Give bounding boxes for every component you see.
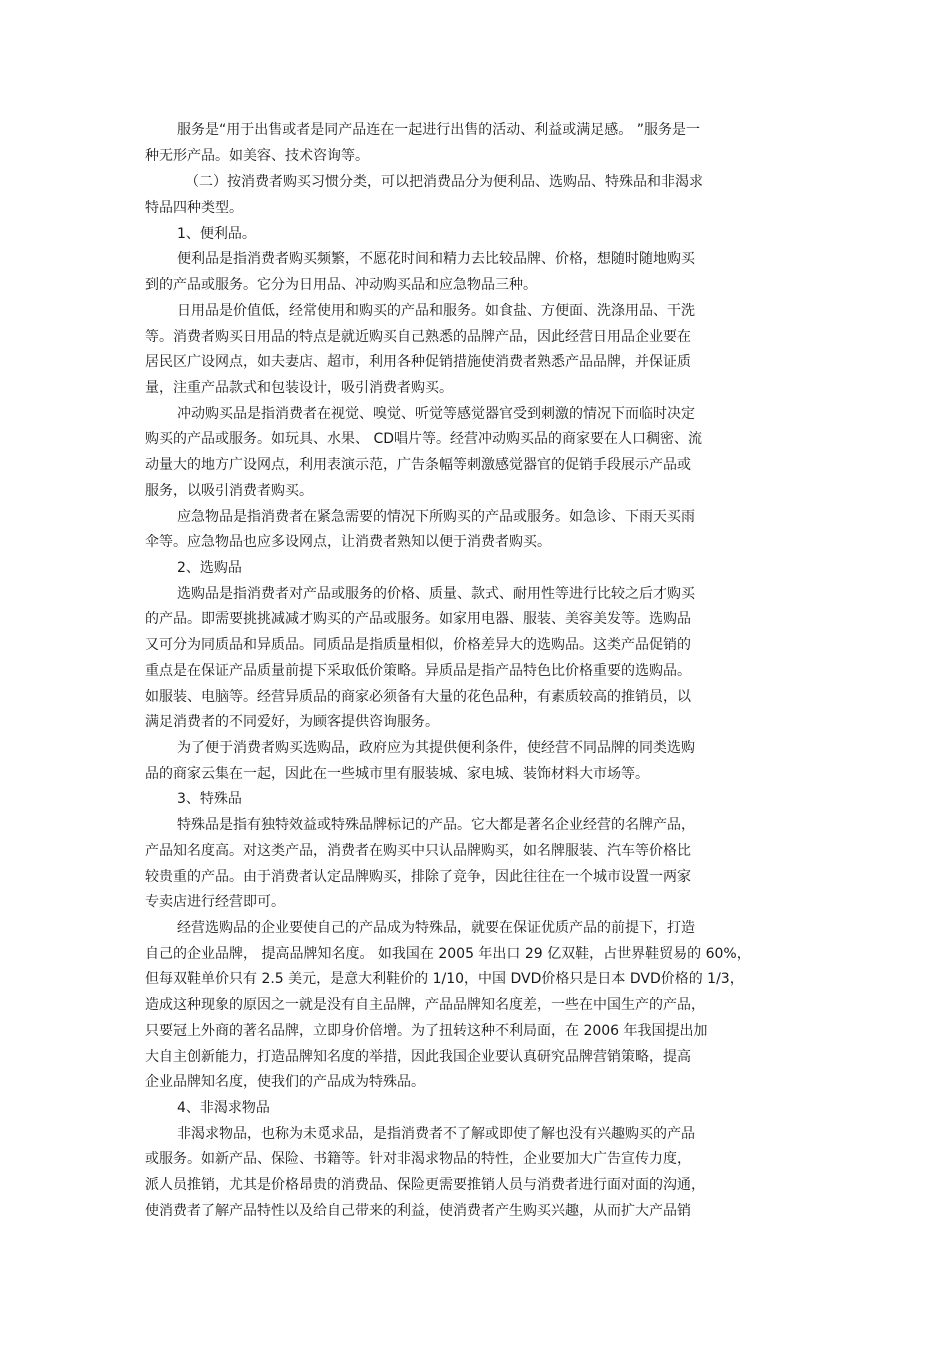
text-line: 服务，以吸引消费者购买。 <box>145 483 313 499</box>
text-line: 的产品。即需要挑挑减减才购买的产品或服务。如家用电器、服装、美容美发等。选购品 <box>145 611 691 627</box>
text-line: 选购品是指消费者对产品或服务的价格、质量、款式、耐用性等进行比较之后才购买 <box>177 586 695 602</box>
text-line: 特殊品是指有独特效益或特殊品牌标记的产品。它大都是著名企业经营的名牌产品， <box>177 817 695 833</box>
text-line: 服务是“用于出售或者是同产品连在一起进行出售的活动、利益或满足感。 ”服务是一 <box>177 122 700 138</box>
text-line: （二）按消费者购买习惯分类，可以把消费品分为便利品、选购品、特殊品和非渴求 <box>185 174 703 190</box>
section-heading: 2、选购品 <box>177 560 242 576</box>
text-line: 较贵重的产品。由于消费者认定品牌购买，排除了竞争，因此往往在一个城市设置一两家 <box>145 869 691 885</box>
text-line: 品的商家云集在一起，因此在一些城市里有服装城、家电城、装饰材料大市场等。 <box>145 766 649 782</box>
text-line: 满足消费者的不同爱好，为顾客提供咨询服务。 <box>145 714 439 730</box>
text-line: 只要冠上外商的著名品牌，立即身价倍增。为了扭转这种不利局面，在 2006 年我国提出加 <box>145 1023 708 1039</box>
text-line: 到的产品或服务。它分为日用品、冲动购买品和应急物品三种。 <box>145 277 537 293</box>
text-line: 便利品是指消费者购买频繁，不愿花时间和精力去比较品牌、价格，想随时随地购买 <box>177 251 695 267</box>
text-line: 冲动购买品是指消费者在视觉、嗅觉、听觉等感觉器官受到刺激的情况下而临时决定 <box>177 406 695 422</box>
text-line: 日用品是价值低，经常使用和购买的产品和服务。如食盐、方便面、洗涤用品、干洗 <box>177 303 695 319</box>
text-line: 重点是在保证产品质量前提下采取低价策略。异质品是指产品特色比价格重要的选购品。 <box>145 663 691 679</box>
text-line: 但每双鞋单价只有 2.5 美元，是意大利鞋价的 1/10，中国 DVD价格只是日本 DVD价格的 1/3， <box>145 971 744 987</box>
text-line: 特品四种类型。 <box>145 200 243 216</box>
text-line: 又可分为同质品和异质品。同质品是指质量相似，价格差异大的选购品。这类产品促销的 <box>145 637 691 653</box>
text-line: 非渴求物品，也称为未觅求品，是指消费者不了解或即使了解也没有兴趣购买的产品 <box>177 1126 695 1142</box>
text-line: 种无形产品。如美容、技术咨询等。 <box>145 148 369 164</box>
text-line: 造成这种现象的原因之一就是没有自主品牌，产品品牌知名度差，一些在中国生产的产品， <box>145 997 705 1013</box>
text-line: 经营选购品的企业要使自己的产品成为特殊品，就要在保证优质产品的前提下，打造 <box>177 920 695 936</box>
section-heading: 1、便利品。 <box>177 226 256 242</box>
text-line: 产品知名度高。对这类产品，消费者在购买中只认品牌购买，如名牌服装、汽车等价格比 <box>145 843 691 859</box>
text-line: 大自主创新能力，打造品牌知名度的举措，因此我国企业要认真研究品牌营销策略，提高 <box>145 1049 691 1065</box>
text-line: 派人员推销，尤其是价格昂贵的消费品、保险更需要推销人员与消费者进行面对面的沟通， <box>145 1177 705 1193</box>
text-line: 购买的产品或服务。如玩具、水果、 CD唱片等。经营冲动购买品的商家要在人口稠密、流 <box>145 431 703 447</box>
text-line: 自己的企业品牌， 提高品牌知名度。 如我国在 2005 年出口 29 亿双鞋，占世界鞋贸易的 60%， <box>145 946 751 962</box>
text-line: 或服务。如新产品、保险、书籍等。针对非渴求物品的特性，企业要加大广告宣传力度， <box>145 1151 691 1167</box>
text-line: 使消费者了解产品特性以及给自己带来的利益，使消费者产生购买兴趣，从而扩大产品销 <box>145 1203 691 1219</box>
text-line: 居民区广设网点，如夫妻店、超市，利用各种促销措施使消费者熟悉产品品牌，并保证质 <box>145 354 691 370</box>
text-line: 企业品牌知名度，使我们的产品成为特殊品。 <box>145 1074 425 1090</box>
text-line: 动量大的地方广设网点，利用表演示范，广告条幅等刺激感觉器官的促销手段展示产品或 <box>145 457 691 473</box>
section-heading: 4、非渴求物品 <box>177 1100 270 1116</box>
text-line: 为了便于消费者购买选购品，政府应为其提供便利条件，使经营不同品牌的同类选购 <box>177 740 695 756</box>
text-line: 量，注重产品款式和包装设计，吸引消费者购买。 <box>145 380 453 396</box>
text-line: 如服装、电脑等。经营异质品的商家必须备有大量的花色品种，有素质较高的推销员，以 <box>145 689 691 705</box>
text-line: 专卖店进行经营即可。 <box>145 894 285 910</box>
section-heading: 3、特殊品 <box>177 791 242 807</box>
text-line: 应急物品是指消费者在紧急需要的情况下所购买的产品或服务。如急诊、下雨天买雨 <box>177 509 695 525</box>
text-line: 等。消费者购买日用品的特点是就近购买自己熟悉的品牌产品，因此经营日用品企业要在 <box>145 329 691 345</box>
text-line: 伞等。应急物品也应多设网点，让消费者熟知以便于消费者购买。 <box>145 534 551 550</box>
